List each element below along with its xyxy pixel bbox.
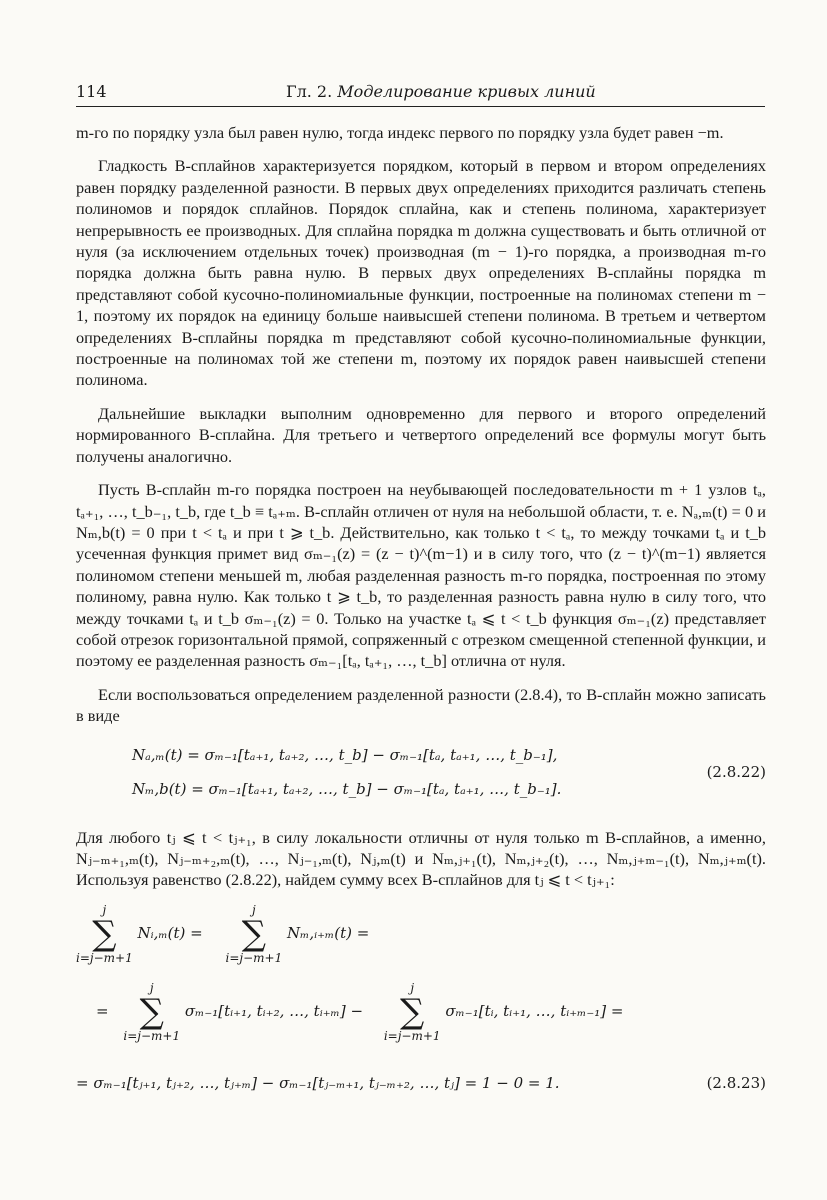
chapter-title: Моделирование кривых линий (337, 82, 596, 101)
sum-row-2 (96, 981, 623, 1043)
page-number: 114 (76, 82, 107, 101)
sum-term: Nₘ,ᵢ₊ₘ(t) = (287, 923, 370, 942)
summation-symbol: j ∑ i=j−m+1 (383, 980, 441, 1043)
equation-2-8-22 (76, 745, 766, 809)
equation-line-1: Nₐ,ₘ(t) = σₘ₋₁[tₐ₊₁, tₐ₊₂, …, t_b] − σₘ₋₁[tₐ, tₐ₊₁, …, t_b₋₁], (132, 745, 558, 764)
summation-symbol: j ∑ i=j−m+1 (76, 902, 133, 965)
paragraph-6: Для любого tⱼ ⩽ t < tⱼ₊₁, в силу локальности отличны от нуля только m B-сплайнов, а именно, Nⱼ₋ₘ₊₁,ₘ(t), Nⱼ₋ₘ₊₂,ₘ(t), …, Nⱼ₋₁,ₘ(t), Nⱼ,ₘ(t) и Nₘ,ⱼ₊₁(t), Nₘ,ⱼ₊₂(t), …, Nₘ,ⱼ₊ₘ₋₁(t), Nₘ,ⱼ₊ₘ(t). Используя равенство (2.8.22), найдем сумму всех B-сплайнов для tⱼ ⩽ t < tⱼ₊₁: (76, 827, 766, 890)
sum-row-3 (76, 1073, 766, 1094)
equals-sign: = (96, 1001, 109, 1020)
paragraph-3: Дальнейшие выкладки выполним одновременно для первого и второго определений нормированного B-сплайна. Для третьего и четвертого определений все формулы могут быть получены аналогично. (76, 403, 766, 466)
equation-2-8-23 (76, 903, 766, 1153)
chapter-heading (286, 82, 596, 101)
sum-term: σₘ₋₁[tᵢ, tᵢ₊₁, …, tᵢ₊ₘ₋₁] = (445, 1001, 624, 1020)
sum-term: Nᵢ,ₘ(t) = (137, 923, 203, 942)
paragraph-2: Гладкость B-сплайнов характеризуется порядком, который в первом и втором определениях равен порядку разделенной разности. В первых двух определениях приходится различать степень полиномов и порядок сплайнов. Порядок сплайна, как и степень полинома, характеризует непрерывность ее производных. Для сплайна порядка m должна существовать и быть отличной от нуля (за исключением отдельных точек) производная (m − 1)-го порядка, а производная m-го порядка должна быть равна нулю. В первых двух определениях B-сплайны порядка m представляют собой кусочно-полиномиальные функции, построенные на полиномах степени m − 1, поэтому их порядок на единицу больше наивысшей степени полинома. В третьем и четвертом определениях B-сплайны порядка m представляют собой кусочно-полиномиальные функции, построенные на полиномах той же степени m, поэтому их порядок равен наивысшей степени полинома. (76, 156, 766, 390)
paragraph-1: m-го по порядку узла был равен нулю, тогда индекс первого по порядку узла будет равен −m. (76, 123, 724, 142)
paragraph-4: Пусть B-сплайн m-го порядка построен на неубывающей последовательности m + 1 узлов tₐ, tₐ₊₁, …, t_b₋₁, t_b, где t_b ≡ tₐ₊ₘ. B-сплайн отличен от нуля на небольшой области, т. е. Nₐ,ₘ(t) = 0 и Nₘ,b(t) = 0 при t < tₐ и при t ⩾ t_b. Действительно, как только t < tₐ, то между точками tₐ и t_b усеченная функция примет вид σₘ₋₁(z) = (z − t)^(m−1) и в силу того, что (z − t)^(m−1) является полиномом степени меньшей m, любая разделенная разность m-го порядка, построенная по этому полиному, равна нулю. Как только t ⩾ t_b, то разделенная разность равна нулю в силу того, что между точками tₐ и t_b σₘ₋₁(z) = 0. Только на участке tₐ ⩽ t < t_b функция σₘ₋₁(z) представляет собой отрезок горизонтальной прямой, сопряженный с отрезком смещенной степенной функции, и поэтому ее разделенная разность σₘ₋₁[tₐ, tₐ₊₁, …, t_b] отлична от нуля. (76, 480, 766, 671)
summation-symbol: j ∑ i=j−m+1 (225, 902, 283, 965)
summation-symbol: j ∑ i=j−m+1 (123, 980, 181, 1043)
equation-line-2: Nₘ,b(t) = σₘ₋₁[tₐ₊₁, tₐ₊₂, …, t_b] − σₘ₋₁[tₐ, tₐ₊₁, …, t_b₋₁]. (132, 779, 562, 798)
paragraph-5: Если воспользоваться определением разделенной разности (2.8.4), то B-сплайн можно записать в виде (76, 684, 766, 726)
sum-row-1 (76, 903, 369, 965)
sum-term: σₘ₋₁[tᵢ₊₁, tᵢ₊₂, …, tᵢ₊ₘ] − (184, 1001, 364, 1020)
equation-number: (2.8.23) (706, 1073, 766, 1092)
chapter-label: Гл. 2. (286, 82, 333, 101)
sum-result: = σₘ₋₁[tⱼ₊₁, tⱼ₊₂, …, tⱼ₊ₘ] − σₘ₋₁[tⱼ₋ₘ₊₁, tⱼ₋ₘ₊₂, …, tⱼ] = 1 − 0 = 1. (76, 1073, 560, 1092)
main-text (76, 122, 766, 1153)
running-header (76, 82, 765, 107)
equation-number: (2.8.22) (706, 762, 766, 781)
